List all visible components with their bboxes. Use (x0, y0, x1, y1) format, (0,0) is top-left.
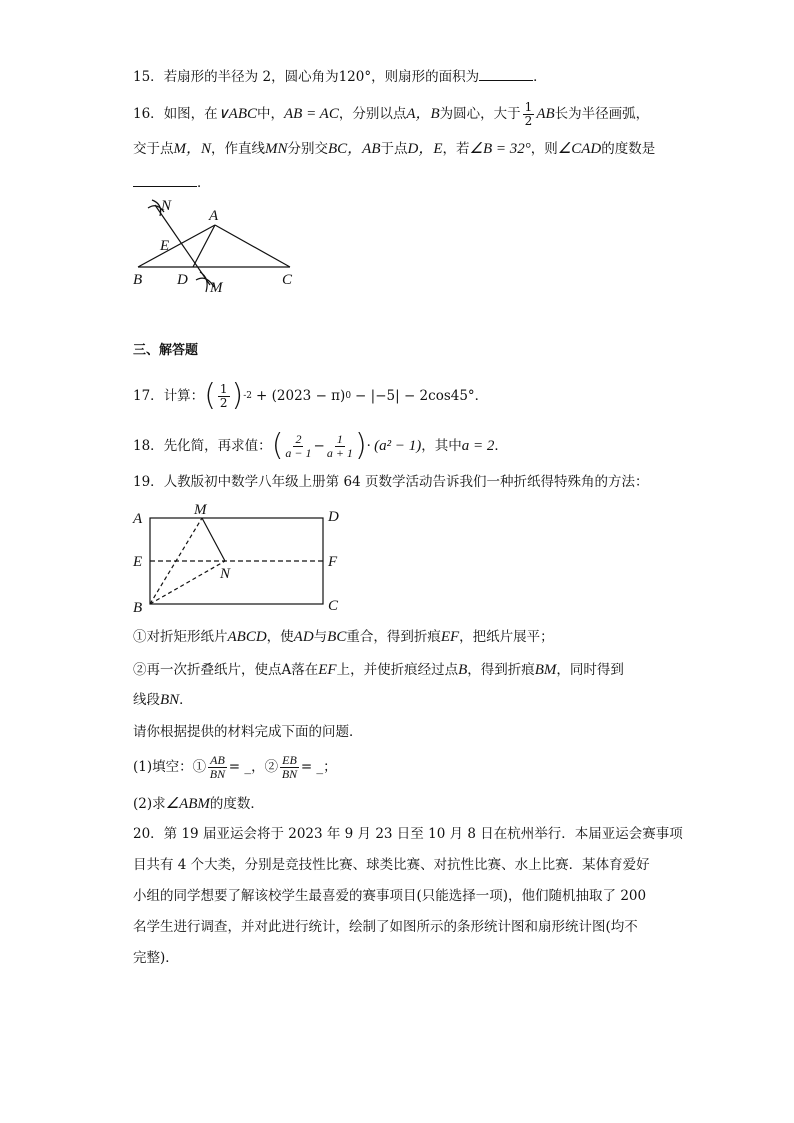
q19-fraction-2 (280, 754, 299, 781)
q16-points: M，N (173, 141, 212, 157)
fraction-numerator: 1 (219, 381, 228, 396)
paren-open: ( (271, 428, 284, 463)
q17-exponent: -2 (243, 391, 253, 401)
q18-condition: a = 2 (461, 438, 495, 454)
q20-line-4: 名学生进行调查，并对此进行统计，绘制了如图所示的条形统计图和扇形统计图(均不 (133, 919, 638, 935)
label-c: C (282, 272, 293, 288)
q19-text: (2)求 (133, 796, 166, 812)
paren-close: ) (354, 428, 367, 463)
q19-text: 重合，得到折痕 (346, 629, 441, 645)
label-f: F (328, 554, 338, 570)
q16-text: 的度数是 (601, 141, 656, 157)
q18-end: ． (494, 438, 508, 454)
q19-point: B (458, 662, 468, 678)
q16-text: 为圆心，大于 (439, 106, 521, 122)
q19-rect: ABCD (227, 629, 267, 645)
label-b: B (133, 272, 143, 288)
q19-text: (1)填空：① (133, 759, 207, 775)
label-b: B (133, 600, 143, 616)
label-a: A (133, 511, 143, 527)
q16-text: 中， (257, 106, 284, 122)
segment-mn (202, 518, 225, 561)
q19-text: ①对折矩形纸片 (133, 629, 228, 645)
segment-bn (150, 561, 225, 604)
fraction-denominator: a − 1 (285, 445, 312, 460)
q16-text: ，若 (442, 141, 470, 157)
q17-number: 17． (133, 388, 164, 404)
q15-angle: 120° (338, 69, 372, 85)
q18-line (133, 430, 508, 462)
q15-text-b: ，则扇形的面积为 (371, 69, 480, 85)
fraction-denominator: BN (209, 766, 226, 781)
q17-text: 计算： (163, 388, 205, 404)
q19-text: ，把纸片展平； (459, 629, 554, 645)
label-d: D (328, 509, 339, 525)
q17-fraction (218, 383, 230, 410)
q19-text: ②再一次折叠纸片，使点A落在 (133, 662, 319, 678)
q19-blank-1[interactable]: = _，② (228, 759, 279, 775)
q19-segment: EF (318, 662, 337, 678)
label-n: N (220, 566, 231, 582)
fraction-numerator: 1 (336, 431, 343, 446)
q19-text: 的度数． (209, 796, 264, 812)
fraction-numerator: EB (282, 752, 297, 767)
q16-end: ． (197, 175, 211, 191)
q18-text: 先化简，再求值： (163, 438, 272, 454)
q16-angle-cad: ∠CAD (557, 141, 602, 157)
q19-part-1 (133, 750, 337, 784)
q20-line-5: 完整)． (133, 950, 179, 966)
q19-number: 19． (133, 474, 164, 490)
q19-text: 上，并使折痕经过点 (336, 662, 459, 678)
q19-text: ，得到折痕 (467, 662, 535, 678)
q16-text: 分别交 (287, 141, 329, 157)
q20-line-3: 小组的同学想要了解该校学生最喜爱的赛事项目(只能选择一项)，他们随机抽取了 200 (133, 888, 647, 904)
q16-segment: AB (536, 106, 555, 122)
segment-ac (215, 225, 290, 267)
q16-text: 交于点 (133, 141, 174, 157)
q19-text: 人教版初中数学八年级上册第 64 页数学活动告诉我们一种折纸得特殊角的方法： (163, 474, 649, 490)
q19-segment: BM (534, 662, 557, 678)
fraction-numerator: AB (210, 752, 225, 767)
label-n: N (161, 198, 172, 214)
q16-text: 长为半径画弧， (554, 106, 650, 122)
q15-answer-blank[interactable] (479, 66, 533, 81)
q16-points: D，E (407, 141, 443, 157)
fraction-denominator: a + 1 (326, 445, 353, 460)
q16-line-2 (133, 139, 655, 159)
q17-exponent: 0 (345, 391, 352, 401)
q19-step-2 (133, 660, 624, 680)
q16-equation: AB = AC (284, 106, 339, 122)
q19-segment: AD (293, 629, 314, 645)
q16-triangle: ∨ABC (217, 106, 257, 122)
q17-line (133, 378, 489, 413)
arc-m-2 (200, 272, 207, 292)
q15-end: ． (533, 69, 547, 85)
q18-fraction-1 (285, 433, 311, 460)
label-e: E (160, 238, 170, 254)
fraction-denominator: 2 (219, 395, 228, 410)
q19-blank-2[interactable]: = _； (300, 759, 337, 775)
fraction-denominator: BN (281, 766, 298, 781)
q16-points: A，B (406, 106, 440, 122)
q16-triangle-figure (130, 192, 300, 300)
q19-angle: ∠ABM (165, 796, 210, 812)
q16-line-3 (133, 172, 211, 193)
q19-segment: BN (160, 692, 180, 708)
q18-fraction-2 (327, 433, 353, 460)
q16-text: ，则 (530, 141, 558, 157)
q16-line-mn: MN (265, 141, 288, 157)
q16-segments: BC，AB (328, 141, 381, 157)
q19-segment: EF (440, 629, 460, 645)
fraction-denominator: 2 (524, 114, 533, 128)
label-a: A (209, 208, 219, 224)
q19-text: 与 (313, 629, 328, 645)
q19-segment: BC (327, 629, 347, 645)
q16-text: ，分别以点 (338, 106, 407, 122)
paren-open: ( (204, 378, 216, 413)
paren-close: ) (231, 378, 244, 413)
label-m: M (194, 502, 207, 518)
q19-prompt: 请你根据提供的材料完成下面的问题． (133, 724, 363, 740)
q16-line-1 (133, 101, 649, 128)
q17-term: + (2023 − π) (256, 388, 346, 404)
q19-step-1 (133, 627, 554, 647)
q15-line (133, 66, 547, 87)
fraction-numerator: 1 (524, 100, 533, 114)
section-title: 三、解答题 (133, 343, 199, 358)
label-d: D (177, 272, 188, 288)
q16-answer-blank[interactable] (133, 172, 197, 187)
q19-text: ，使 (266, 629, 294, 645)
q17-term: − |−5| − 2cos45°． (355, 388, 489, 404)
q16-angle-b: ∠B = 32° (469, 141, 531, 157)
q19-step-2-cont (133, 690, 193, 710)
q19-text: ． (179, 692, 193, 708)
q16-fraction (523, 101, 535, 128)
q16-text: 于点 (380, 141, 408, 157)
q19-text: ，同时得到 (556, 662, 624, 678)
q19-rectangle-figure (130, 498, 350, 616)
q19-text: 线段 (133, 692, 160, 708)
label-e: E (133, 554, 143, 570)
fraction-numerator: 2 (295, 431, 302, 446)
q18-minus: − (313, 438, 325, 454)
q20-line-2: 目共有 4 个大类，分别是竞技性比赛、球类比赛、对抗性比赛、水上比赛．某体育爱好 (133, 857, 650, 873)
label-c: C (328, 598, 339, 614)
q15-text-a: 若扇形的半径为 2，圆心角为 (163, 69, 339, 85)
q19-fraction-1 (208, 754, 227, 781)
q16-text: 如图，在 (163, 106, 218, 122)
q15-number: 15． (133, 69, 164, 85)
label-m: M (210, 280, 223, 296)
q20-line-1: 20．第 19 届亚运会将于 2023 年 9 月 23 日至 10 月 8 日在杭州举行．本届亚运会赛事项 (133, 826, 683, 842)
q18-text: ，其中 (421, 438, 462, 454)
q16-number: 16． (133, 106, 164, 122)
q18-number: 18． (133, 438, 164, 454)
q16-text: ，作直线 (211, 141, 266, 157)
q19-part-2 (133, 794, 264, 814)
q18-multiplier: · (a² − 1) (366, 438, 422, 454)
q19-line-1 (133, 472, 648, 492)
